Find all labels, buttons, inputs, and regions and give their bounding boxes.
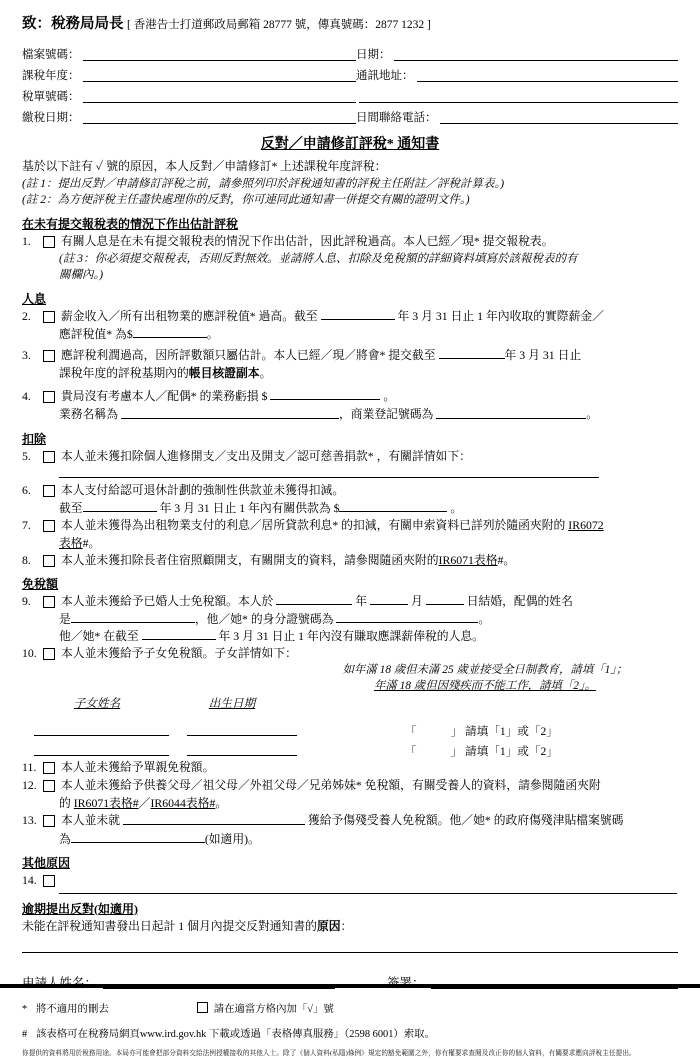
item-7-text-end: 。 [88, 535, 101, 550]
item-12-form-link-1[interactable]: IR6071表格# [73, 796, 139, 811]
date-field[interactable] [356, 46, 678, 63]
date-input[interactable] [394, 60, 679, 61]
child-note-line-1: 如年滿 18 歲但未滿 25 歲並接受全日制教育，請填「1」； [342, 664, 628, 677]
item-7 [22, 517, 678, 534]
charge-number-label: 稅單號碼： [22, 91, 80, 103]
item-8-hash: # [497, 552, 504, 567]
item-9-number: 9. [22, 593, 31, 608]
year-of-assessment-input[interactable] [83, 81, 357, 82]
item-12-text-end: 。 [215, 796, 228, 811]
child-1-code-cell[interactable] [297, 723, 678, 739]
late-objection-text-a: 未能在評稅通知書發出日起計 1 個月內提交反對通知書的 [22, 918, 317, 933]
item-14-checkbox[interactable] [43, 875, 55, 887]
item-14 [22, 872, 678, 889]
item-7-text [61, 517, 678, 534]
item-9-spouse-year-input[interactable] [142, 628, 216, 640]
intro-note-1: (註 1：提出反對／申請修訂評稅之前，請參照列印於評稅通知書的評稅主任附註／評稅計算表。) [22, 177, 505, 190]
item-6-text: 本人支付給認可退休計劃的強制性供款並未獲得扣減。 [61, 482, 345, 497]
item-13-number: 13. [22, 813, 37, 828]
item-4-number: 4. [22, 389, 31, 404]
item-13-text-b: 獲給予傷殘受養人免稅額。他／她* 的政府傷殘津貼檔案號碼 [307, 813, 624, 828]
item-5-details-input[interactable] [59, 477, 599, 478]
page-bottom-rule [0, 984, 700, 988]
addressee-bracket: [ 香港告士打道郵政局郵箱 28777 號，傳真號碼：2877 1232 ] [127, 19, 431, 31]
item-13-text-d: (如適用)。 [204, 831, 260, 846]
item-2-text-d: 。 [206, 326, 219, 341]
item-8-number: 8. [22, 552, 31, 567]
child-name-column-header: 子女姓名 [73, 697, 121, 711]
item-9-text-f: ，他／她* 的身分證號碼為 [194, 612, 334, 627]
child-1-bracket-close: 」 [450, 725, 463, 739]
item-3-text [61, 347, 678, 364]
child-1-dob-input[interactable] [187, 735, 297, 736]
item-2-amount-input[interactable] [133, 326, 207, 338]
correspondence-address-field[interactable] [356, 67, 678, 84]
item-4-text [61, 388, 678, 405]
applicant-name-label [22, 973, 97, 992]
item-13-file-number-input[interactable] [71, 831, 205, 843]
item-4-text-b: 。 [383, 389, 396, 404]
late-objection-reason-input[interactable] [22, 952, 678, 953]
addressee-line [22, 16, 678, 33]
item-6-year-input[interactable] [83, 500, 157, 512]
item-9 [22, 593, 678, 610]
child-2-name-input[interactable] [34, 755, 169, 756]
item-4-business-name-input[interactable] [121, 406, 339, 418]
intro-line: 基於以下註有 ✓ 號的原因，本人反對／申請修訂* 上述課稅年度評稅： [22, 159, 387, 173]
header-field-row [22, 63, 678, 84]
item-4-text-d: ，商業登記號碼為 [338, 407, 434, 422]
child-table-note [292, 663, 678, 694]
child-2-dob-input[interactable] [187, 755, 297, 756]
item-3-text-a: 應評稅利潤過高，因所評數額只屬估計。本人已經／現／將會* 提交截至 [61, 348, 436, 363]
daytime-phone-input[interactable] [440, 123, 679, 124]
item-9-text-b: 年 [355, 593, 368, 608]
child-row [22, 719, 678, 739]
item-4-br-number-input[interactable] [436, 406, 586, 418]
addressee-label: 致：稅務局局長 [22, 16, 124, 32]
footnote-hash-mark: # [22, 1029, 28, 1041]
child-2-hint: 請填「1」或「2」 [465, 745, 558, 759]
item-4-text-c: 業務名稱為 [59, 407, 118, 422]
item-3-text-d: 。 [259, 366, 272, 381]
item-13-dependant-input[interactable] [123, 812, 305, 824]
item-2-text-a: 薪金收入／所有出租物業的應評稅值* 過高。截至 [61, 308, 318, 323]
section-heading-other-reasons: 其他原因 [22, 855, 71, 870]
charge-number-field[interactable] [22, 88, 356, 105]
item-2-text-b: 年 3 月 31 日止 1 年內收取的實際薪金／ [397, 308, 604, 323]
file-number-field[interactable] [22, 46, 356, 63]
item-9-sub-1 [59, 611, 678, 628]
header-field-row [22, 105, 678, 126]
item-7-number: 7. [22, 517, 31, 532]
item-4-checkbox[interactable] [43, 391, 55, 403]
section-heading-late-objection: 逾期提出反對(如適用) [22, 901, 138, 916]
item-10-number: 10. [22, 646, 37, 661]
item-9-text-e: 是 [59, 612, 71, 627]
item-10-checkbox[interactable] [43, 648, 55, 660]
section-heading-income: 人息 [22, 291, 47, 306]
item-11 [22, 759, 678, 776]
item-4-loss-input[interactable] [270, 388, 380, 400]
section-heading-allowance: 免稅額 [22, 576, 59, 591]
item-5-checkbox[interactable] [43, 451, 55, 463]
item-2 [22, 308, 678, 325]
document-title-main: 反對／申請修訂評稅* [260, 137, 394, 152]
item-7-sub [59, 535, 678, 552]
footnote-hash-row [22, 1027, 678, 1042]
child-2-code-cell[interactable] [297, 743, 678, 759]
item-4-text-e: 。 [586, 407, 599, 422]
header-field-row [22, 42, 678, 63]
item-12-text: 本人並未獲給予供養父母／祖父母／外祖父母／兄弟姊妹* 免稅額，有關受養人的資料，請參閱隨函夾附 [61, 778, 601, 793]
correspondence-address-line2-input[interactable] [359, 102, 678, 103]
payment-date-label: 繳稅日期： [22, 112, 80, 124]
item-9-text-h: 他／她* 在截至 [59, 629, 139, 644]
item-9-text-c: 月 [410, 593, 423, 608]
file-number-input[interactable] [83, 60, 357, 61]
daytime-phone-label: 日間聯絡電話： [356, 112, 437, 124]
item-5-text: 本人並未獲扣除個人進修開支／支出及開支／認可慈善捐款* ，有關詳情如下： [61, 448, 471, 463]
item-2-year-input[interactable] [321, 308, 395, 320]
item-9-checkbox[interactable] [43, 596, 55, 608]
footnote-hash-text: 該表格可在稅務局網頁www.ird.gov.hk 下載或透過「表格傳真服務」（2598 6001）索取。 [36, 1029, 435, 1041]
item-9-marriage-day-input[interactable] [426, 593, 464, 605]
file-number-label: 檔案號碼： [22, 49, 80, 61]
child-2-bracket-open: 「 [405, 745, 417, 759]
child-1-bracket-open: 「 [405, 725, 417, 739]
correspondence-address-input[interactable] [417, 81, 679, 82]
item-8-form-link[interactable]: IR6071表格 [438, 552, 498, 567]
item-11-number: 11. [22, 760, 37, 775]
item-12-text-b: 的 [59, 796, 74, 811]
section-heading-deduction: 扣除 [22, 431, 47, 446]
item-1-note-line-2: 關欄內。) [59, 269, 104, 281]
late-objection-colon: ： [340, 918, 353, 933]
item-5 [22, 448, 678, 465]
child-table-note-row [22, 663, 678, 694]
item-3-text-c: 課稅年度的評稅基期內的 [59, 366, 189, 381]
section-heading-estimated-assessment: 在未有提交報稅表的情況下作出估計評稅 [22, 216, 239, 231]
privacy-notice: 你提供的資料將用於稅務用途。本局亦可能會把部分資料交給法例授權接收的其他人士。除了《個人資料(私隱)條例》規定的豁免範圍之外，你有權要求查閱及改正你的個人資料，有關要求應向評稅主任提出。 [22, 1050, 636, 1058]
item-13-checkbox[interactable] [43, 815, 55, 827]
signature-input[interactable] [431, 988, 678, 989]
item-1 [22, 233, 678, 250]
item-9-marriage-year-input[interactable] [276, 593, 352, 605]
item-3-sub [59, 365, 678, 382]
date-label: 日期： [356, 49, 391, 61]
applicant-name-input[interactable] [103, 988, 335, 989]
item-7-form-suffix[interactable]: 表格 [59, 535, 83, 550]
item-6-amount-input[interactable] [339, 500, 447, 512]
correspondence-address-line2-field[interactable] [356, 102, 678, 105]
item-13-text-c: 為 [59, 831, 71, 846]
item-9-text-g: 。 [478, 612, 491, 627]
child-row [22, 739, 678, 759]
item-2-text [61, 308, 678, 325]
item-14-other-reason-input[interactable] [59, 893, 677, 894]
footnote-checkbox-icon [197, 1002, 208, 1013]
document-title [22, 133, 678, 153]
item-3 [22, 347, 678, 364]
year-of-assessment-label: 課稅年度： [22, 70, 80, 82]
footnote-star-mark: * [22, 1004, 28, 1016]
item-2-checkbox[interactable] [43, 311, 55, 323]
child-table-header [22, 695, 678, 711]
item-6-sub [59, 500, 678, 517]
item-9-sub-2 [59, 628, 678, 645]
correspondence-address-label: 通訊地址： [356, 70, 414, 82]
item-12 [22, 777, 678, 794]
late-objection-text-bold: 原因 [316, 918, 341, 933]
late-objection-text [22, 918, 678, 935]
child-1-hint: 請填「1」或「2」 [465, 725, 558, 739]
item-3-checkbox[interactable] [43, 350, 55, 362]
item-11-checkbox[interactable] [43, 762, 55, 774]
item-9-text-a: 本人並未獲給予已婚人士免稅額。本人於 [61, 593, 274, 608]
item-9-spouse-hkid-input[interactable] [336, 611, 478, 623]
item-13 [22, 812, 678, 829]
item-12-checkbox[interactable] [43, 780, 55, 792]
item-12-sub [59, 795, 678, 812]
item-8-checkbox[interactable] [43, 555, 55, 567]
item-9-spouse-name-input[interactable] [71, 611, 195, 623]
item-13-text-a: 本人並未就 [61, 813, 120, 828]
item-1-number: 1. [22, 233, 31, 248]
item-3-text-b: 年 3 月 31 日止 [504, 348, 582, 363]
item-6-checkbox[interactable] [43, 485, 55, 497]
item-9-text [61, 593, 678, 610]
item-4 [22, 388, 678, 405]
item-6-text-d: 。 [450, 500, 463, 515]
item-7-text-a: 本人並未獲得為出租物業支付的利息／居所貸款利息* 的扣減，有關申索資料已詳列於隨函夾附的 [61, 517, 569, 532]
item-3-number: 3. [22, 347, 31, 362]
intro-note-2: (註 2：為方便評稅主任盡快處理你的反對，你可連同此通知書一併提交有關的證明文件。) [22, 194, 470, 206]
item-8-text-a: 本人並未獲扣除長者住宿照顧開支，有關開支的資料，請參閱隨函夾附的 [61, 552, 439, 567]
item-2-number: 2. [22, 308, 31, 323]
item-10-text: 本人並未獲給予子女免稅額。子女詳情如下： [61, 646, 297, 661]
item-13-text [61, 812, 678, 829]
payment-date-input[interactable] [83, 123, 357, 124]
footnote-check-text: 請在適當方格內加「√」號 [213, 1004, 334, 1016]
item-8 [22, 552, 678, 569]
item-7-checkbox[interactable] [43, 520, 55, 532]
item-6-text-b: 截至 [59, 500, 83, 515]
footnote-star-text: 將不適用的刪去 [36, 1004, 109, 1016]
item-7-hash: # [82, 535, 89, 550]
item-12-number: 12. [22, 778, 37, 793]
item-6 [22, 482, 678, 499]
item-11-text: 本人並未獲給予單親免稅額。 [61, 760, 215, 775]
item-7-form-link[interactable]: IR6072 [568, 517, 604, 532]
header-field-row [22, 84, 678, 105]
item-3-text-bold: 帳目核證副本 [188, 366, 260, 381]
item-9-text-d: 日結婚，配偶的姓名 [466, 593, 573, 608]
item-1-text: 有關人息是在未有提交報稅表的情況下作出估計，因此評稅過高。本人已經／現* 提交報稅表。 [61, 233, 554, 248]
item-12-form-link-2[interactable]: IR6044表格# [150, 796, 216, 811]
payment-date-field[interactable] [22, 109, 356, 126]
item-3-year-input[interactable] [439, 347, 505, 359]
daytime-phone-field[interactable] [356, 109, 678, 126]
item-9-text-i: 年 3 月 31 日止 1 年內沒有賺取應課薪俸稅的人息。 [218, 629, 484, 644]
item-14-number: 14. [22, 872, 37, 887]
item-10 [22, 645, 678, 662]
item-9-marriage-month-input[interactable] [370, 593, 408, 605]
footnote-star-row [22, 1002, 678, 1017]
item-4-text-a: 貴局沒有考慮本人／配偶* 的業務虧損 $ [61, 389, 268, 404]
item-8-text [61, 552, 678, 569]
header-fields [22, 42, 678, 126]
item-4-sub [59, 406, 678, 423]
item-6-text-c: 年 3 月 31 日止 1 年內有關供款為 $ [159, 500, 340, 515]
child-1-name-input[interactable] [34, 735, 169, 736]
item-6-number: 6. [22, 482, 31, 497]
item-13-sub [59, 831, 678, 848]
child-2-bracket-close: 」 [450, 745, 463, 759]
item-12-slash: ／ [138, 796, 151, 811]
child-note-line-2: 年滿 18 歲但因殘疾而不能工作，請填「2」。 [373, 679, 597, 692]
document-title-suffix: 通知書 [393, 137, 440, 152]
charge-number-input[interactable] [83, 102, 357, 103]
child-dob-column-header: 出生日期 [208, 697, 256, 711]
year-of-assessment-field[interactable] [22, 67, 356, 84]
item-2-sub [59, 326, 678, 343]
signature-label [387, 973, 425, 992]
signature-row [22, 970, 678, 992]
item-5-number: 5. [22, 448, 31, 463]
item-1-checkbox[interactable] [43, 236, 55, 248]
item-2-text-c: 應評稅值* 為$ [59, 326, 133, 341]
item-1-note-line-1: (註 3：你必須提交報稅表，否則反對無效。並請將人息、扣除及免稅額的詳細資料填寫於該報稅表的有 [59, 252, 578, 265]
item-8-text-end: 。 [503, 552, 516, 567]
